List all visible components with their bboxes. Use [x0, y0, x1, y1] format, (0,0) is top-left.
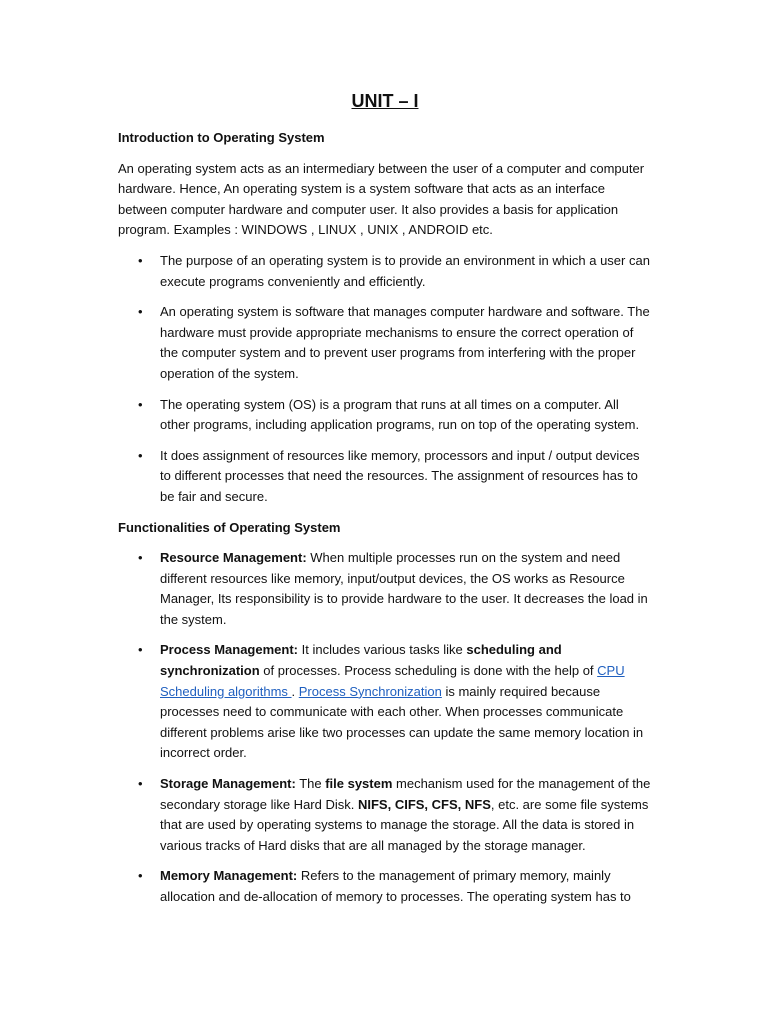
list-item-text: It does assignment of resources like memory, processors and input / output devices to different processes that need the resources. The assignment of resources has to be fair and secure.	[160, 447, 640, 504]
bullet-icon: •	[138, 447, 143, 463]
functionalities-heading: Functionalities of Operating System	[118, 519, 341, 535]
item-text: mechanism used for the management of the secondary storage like Hard Disk.	[160, 776, 651, 812]
item-text: .	[291, 683, 299, 699]
intro-paragraph: An operating system acts as an intermediary between the user of a computer and computer hardware. Hence, An operating system is a system software that acts as an interface between computer hardware and computer user. It also provides a basis for application program. Examples : WINDOWS , LINUX , UNIX , ANDROID etc.	[118, 160, 645, 238]
bullet-icon: •	[138, 776, 143, 792]
item-text: The	[295, 776, 326, 792]
item-bold-text: scheduling and synchronization	[160, 642, 562, 679]
item-text: It includes various tasks like	[298, 642, 467, 658]
list-item	[118, 251, 652, 292]
intro-heading: Introduction to Operating System	[118, 130, 325, 145]
item-text: Refers to the management of primary memory, mainly allocation and de-allocation of memory to processes. The operating system has to	[160, 868, 631, 904]
functionalities-bullet-list	[118, 548, 652, 908]
list-item-process-management	[118, 640, 652, 764]
list-item	[118, 395, 652, 436]
item-label: Process Management:	[160, 642, 298, 658]
bullet-icon: •	[138, 642, 143, 658]
bullet-icon: •	[138, 304, 143, 320]
page-title: UNIT – I	[351, 91, 419, 111]
list-item-storage-management	[118, 774, 652, 856]
item-text: , etc. are some file systems that are used by operating systems to manage the storage. All the data is stored in various tracks of Hard disks that are all managed by the storage manager.	[160, 796, 649, 853]
list-item-text: An operating system is software that manages computer hardware and software. The hardware must provide appropriate mechanisms to ensure the correct operation of the computer system and to prevent user programs from interfering with the proper operation of the system.	[160, 304, 650, 381]
list-item	[118, 302, 652, 384]
item-text: of processes. Process scheduling is done with the help of	[259, 663, 598, 679]
item-text: When multiple processes run on the system and need different resources like memory, input/output devices, the OS works as Resource Manager, Its responsibility is to provide hardware to the user. It decreases the load in the system.	[160, 550, 648, 627]
item-text: is mainly required because processes need to communicate with each other. When processes communicate different problems arise like two processes can update the same memory location in incorrect order.	[160, 683, 644, 761]
item-label: Memory Management:	[160, 868, 298, 884]
cpu-scheduling-link[interactable]: CPU Scheduling algorithms	[160, 663, 625, 699]
item-label: Storage Management:	[160, 776, 296, 792]
list-item-text: The purpose of an operating system is to provide an environment in which a user can execute programs conveniently and efficiently.	[160, 252, 650, 289]
list-item-memory-management	[118, 866, 652, 907]
process-synchronization-link[interactable]: Process Synchronization	[298, 683, 442, 699]
item-bold-text: file system	[325, 776, 393, 792]
bullet-icon: •	[138, 396, 143, 412]
bullet-icon: •	[138, 252, 143, 268]
document-page	[118, 88, 652, 918]
list-item	[118, 446, 652, 508]
item-bold-text: NIFS, CIFS, CFS, NFS	[357, 796, 491, 812]
intro-bullet-list	[118, 251, 652, 508]
item-label: Resource Management:	[160, 550, 307, 566]
bullet-icon: •	[138, 550, 143, 566]
list-item-text: The operating system (OS) is a program that runs at all times on a computer. All other programs, including application programs, run on top of the operating system.	[160, 396, 640, 433]
list-item-resource-management	[118, 548, 652, 630]
bullet-icon: •	[138, 868, 143, 884]
